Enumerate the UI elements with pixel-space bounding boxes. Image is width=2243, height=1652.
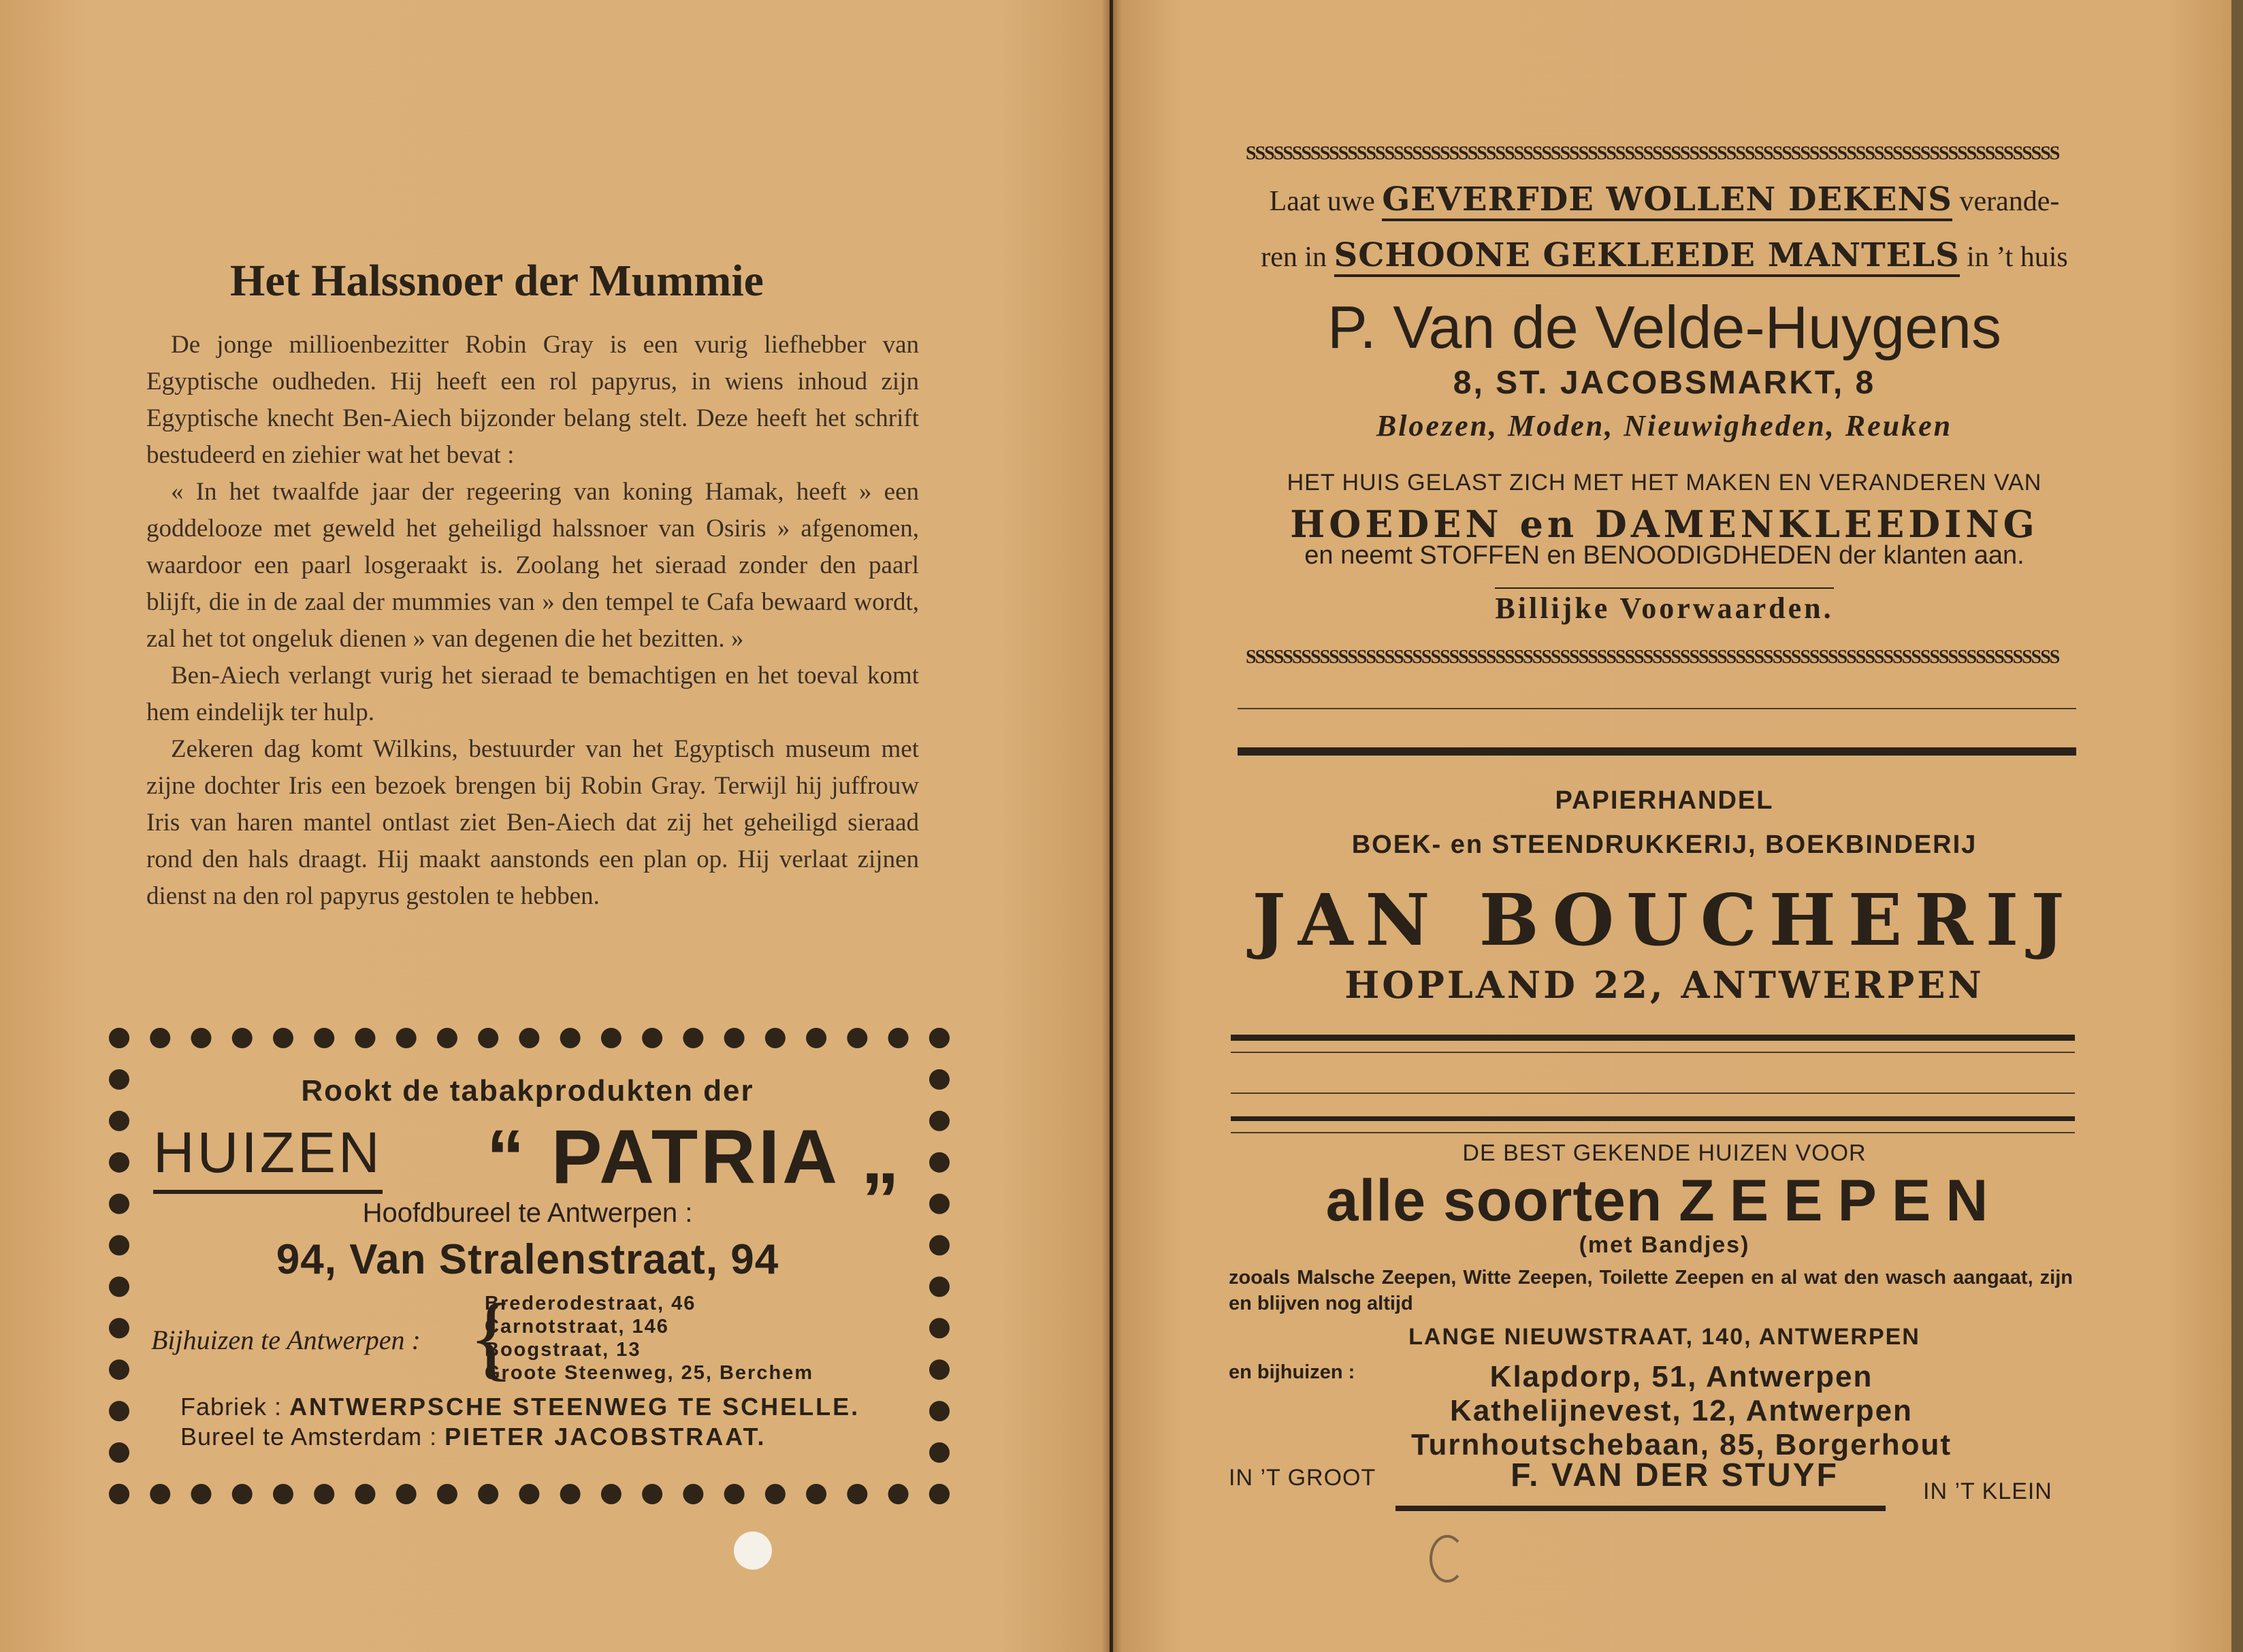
article-quote: « In het twaalfde jaar der regeering van koning Hamak, heeft » een goddelooze met geweld het geheiligd halssnoer van Osiris » afgenomen, waardoor een paarl losgeraakt is. Zoolang het sieraad zonder den paarl blijft, die in de zaal der mummies van » den tempel te Cafa bewaard wordt, zal het tot ongeluk dienen » van degenen die het bezitten. » xyxy=(146,478,919,653)
punch-hole xyxy=(734,1532,772,1570)
velde-text: ren in xyxy=(1261,242,1327,273)
patria-factory-block xyxy=(180,1392,860,1452)
article-paragraph: Zekeren dag komt Wilkins, bestuurder van het Egyptisch museum met zijne dochter Iris een bezoek brengen bij Robin Gray. Terwijl hij juffrouw Iris van haren mantel ontlast ziet Ben-Aiech dat zij het geheiligd sieraad rond den hals draagt. Hij maakt aanstonds een plan op. Hij verlaat zijnen dienst na den rol papyrus gestolen te hebben. xyxy=(146,735,919,910)
factory-label: Fabriek : xyxy=(180,1393,283,1421)
patria-word: “ PATRIA „ xyxy=(486,1114,902,1199)
patria-heading: Rookt de tabakprodukten der xyxy=(301,1074,754,1107)
article-paragraph: De jonge millioenbezitter Robin Gray is een vurig liefhebber van Egyptische oudheden. Hij heeft een rol papyrus, in wiens inhoud zijn Egyptische knecht Ben-Aiech bijzonder belang stelt. Deze heeft het schrift bestudeerd en ziehier wat het bevat : xyxy=(146,331,919,469)
divider-thin xyxy=(1231,1132,2075,1133)
velde-terms xyxy=(1239,591,2090,626)
boucherij-line-2: BOEK- en STEENDRUKKERIJ, BOEKBINDERIJ xyxy=(1351,830,1978,859)
terms-text: Billijke Voorwaarden. xyxy=(1495,587,1833,625)
zeepen-headline-pre: alle soorten xyxy=(1325,1168,1663,1233)
zeepen-headline-word: ZEEPEN xyxy=(1679,1168,2003,1233)
s-border-bottom: SSSSSSSSSSSSSSSSSSSSSSSSSSSSSSSSSSSSSSSSSSSSSSSSSSSSSSSSSSSSSSSSSSSSSSSSSSSSSSSSSSSSSSSS xyxy=(1246,647,2059,668)
article-body xyxy=(146,327,919,915)
branch-item: Boogstraat, 13 xyxy=(485,1339,641,1361)
huizen-word: HUIZEN xyxy=(153,1120,383,1194)
branch-item: Brederodestraat, 46 xyxy=(485,1293,696,1314)
amsterdam-value: PIETER JACOBSTRAAT. xyxy=(445,1423,767,1451)
zeepen-owner: F. VAN DER STUYF xyxy=(1511,1457,1839,1493)
patria-address: 94, Van Stralenstraat, 94 xyxy=(276,1236,779,1283)
zeepen-met: (met Bandjes) xyxy=(1579,1232,1750,1258)
branch-item: Groote Steenweg, 25, Berchem xyxy=(485,1362,814,1384)
next-page-edge xyxy=(2231,0,2243,1652)
zeepen-branch: Turnhoutschebaan, 85, Borgerhout xyxy=(1410,1428,1952,1461)
boucherij-name: JAN BOUCHERIJ xyxy=(1252,878,2077,962)
page-gutter xyxy=(1101,0,1122,1652)
factory-value: ANTWERPSCHE STEENWEG TE SCHELLE. xyxy=(289,1393,860,1421)
amsterdam-label: Bureel te Amsterdam : xyxy=(180,1423,438,1451)
velde-goods: Bloezen, Moden, Nieuwigheden, Reuken xyxy=(1376,409,1953,442)
divider-thin xyxy=(1231,1052,2075,1053)
article-paragraph: Ben-Aiech verlangt vurig het sieraad te bemachtigen en het toeval komt hem eindelijk ter hulp. xyxy=(146,662,919,726)
velde-company-name: P. Van de Velde-Huygens xyxy=(1327,293,2001,361)
patria-title-row xyxy=(153,1113,902,1201)
article-title: Het Halssnoer der Mummie xyxy=(230,256,764,306)
velde-neemt: en neemt STOFFEN en BENOODIGDHEDEN der klanten aan. xyxy=(1304,541,2024,570)
zeepen-branch: Klapdorp, 51, Antwerpen xyxy=(1489,1360,1873,1393)
divider-thick xyxy=(1231,1035,2075,1041)
zeepen-line-1: DE BEST GEKENDE HUIZEN VOOR xyxy=(1462,1140,1867,1166)
velde-address: 8, ST. JACOBSMARKT, 8 xyxy=(1453,365,1876,401)
velde-text: in ’t huis xyxy=(1967,242,2068,273)
velde-service-line: HET HUIS GELAST ZICH MET HET MAKEN EN VERANDEREN VAN xyxy=(1287,470,2042,496)
punch-hole-mark xyxy=(1430,1535,1465,1583)
patria-office: Hoofdbureel te Antwerpen : xyxy=(362,1198,693,1228)
velde-hoeden: HOEDEN en DAMENKLEEDING xyxy=(1290,502,2039,546)
amsterdam-line xyxy=(180,1422,860,1452)
branches-label: Bijhuizen te Antwerpen : xyxy=(151,1325,421,1355)
boucherij-line-1: PAPIERHANDEL xyxy=(1555,786,1774,815)
brace-glyph: { xyxy=(468,1284,515,1390)
velde-text: Laat uwe xyxy=(1269,186,1375,217)
velde-emphasis: SCHOONE GEKLEEDE MANTELS xyxy=(1334,236,1960,277)
divider-thick xyxy=(1231,1116,2075,1121)
zeepen-groot: IN ’T GROOT xyxy=(1229,1465,1376,1491)
zeepen-branches-label: en bijhuizen : xyxy=(1229,1361,1355,1383)
velde-line-2 xyxy=(1239,236,2090,274)
divider-thin xyxy=(1231,1092,2075,1094)
s-border-top: SSSSSSSSSSSSSSSSSSSSSSSSSSSSSSSSSSSSSSSSSSSSSSSSSSSSSSSSSSSSSSSSSSSSSSSSSSSSSSSSSSSSSSSS xyxy=(1246,143,2059,164)
branch-item: Carnotstraat, 146 xyxy=(485,1316,669,1338)
divider-thin xyxy=(1238,708,2076,709)
zeepen-underline xyxy=(1395,1506,1886,1511)
branches-list xyxy=(485,1292,813,1384)
velde-emphasis: GEVERFDE WOLLEN DEKENS xyxy=(1382,180,1952,221)
zeepen-klein: IN ’T KLEIN xyxy=(1923,1478,2052,1504)
divider-thick xyxy=(1238,747,2076,756)
factory-line xyxy=(180,1392,860,1422)
zeepen-branch: Kathelijnevest, 12, Antwerpen xyxy=(1450,1394,1913,1427)
boucherij-address: HOPLAND 22, ANTWERPEN xyxy=(1344,963,1984,1007)
zeepen-description: zooals Malsche Zeepen, Witte Zeepen, Toilette Zeepen en al wat den wasch aangaat, zijn en blijven nog altijd xyxy=(1229,1267,2073,1314)
velde-line-1 xyxy=(1239,180,2090,218)
velde-text: verande- xyxy=(1959,186,2060,217)
zeepen-main-address: LANGE NIEUWSTRAAT, 140, ANTWERPEN xyxy=(1408,1324,1920,1350)
zeepen-headline xyxy=(1239,1167,2090,1235)
